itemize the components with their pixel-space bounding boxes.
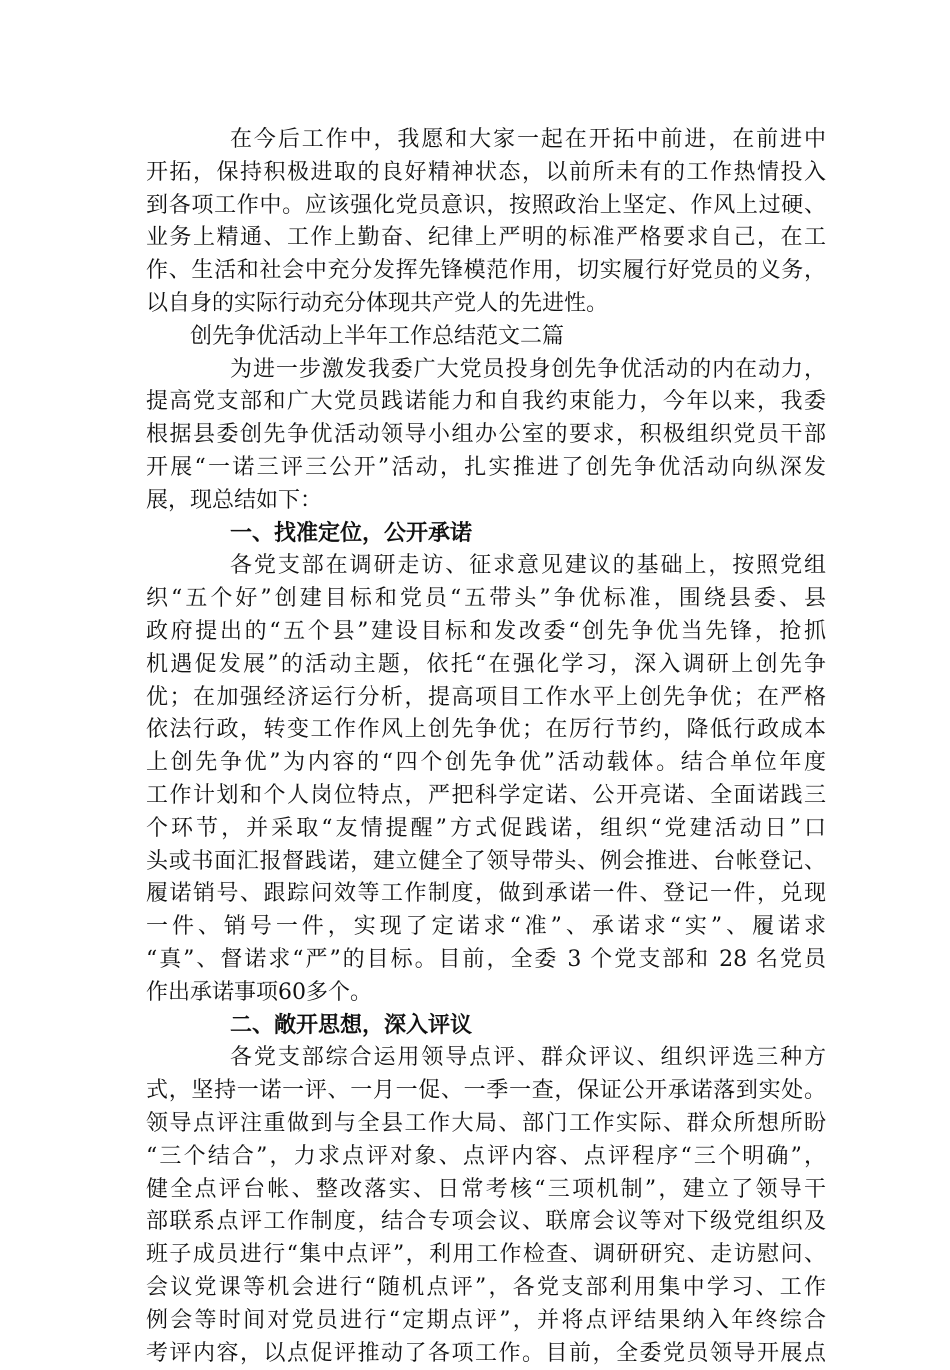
paragraph-line: 到各项工作中。应该强化党员意识，按照政治上坚定、作风上过硬、 bbox=[146, 192, 826, 218]
paragraph-line: 班子成员进行“集中点评”，利用工作检查、调研研究、走访慰问、 bbox=[146, 1242, 826, 1268]
paragraph-line: 优；在加强经济运行分析，提高项目工作水平上创先争优；在严格 bbox=[146, 684, 826, 710]
section-title: 创先争优活动上半年工作总结范文二篇 bbox=[190, 323, 565, 349]
paragraph-line: 机遇促发展”的活动主题，依托“在强化学习，深入调研上创先争 bbox=[146, 651, 826, 677]
paragraph-line: 履诺销号、跟踪问效等工作制度，做到承诺一件、登记一件，兑现 bbox=[146, 881, 826, 907]
paragraph-line: 各党支部综合运用领导点评、群众评议、组织评选三种方 bbox=[230, 1045, 826, 1071]
paragraph-line: 工作计划和个人岗位特点，严把科学定诺、公开亮诺、全面诺践三 bbox=[146, 783, 826, 808]
paragraph-line: 部联系点评工作制度，结合专项会议、联席会议等对下级党组织及 bbox=[146, 1209, 826, 1235]
section-heading: 一、找准定位，公开承诺 bbox=[230, 520, 473, 546]
paragraph-line: 织“五个好”创建目标和党员“五带头”争优标准，围绕县委、县 bbox=[146, 586, 826, 612]
paragraph-line: 为进一步激发我委广大党员投身创先争优活动的内在动力， bbox=[230, 356, 826, 382]
paragraph-line: 式，坚持一诺一评、一月一促、一季一查，保证公开承诺落到实处。 bbox=[146, 1078, 826, 1104]
paragraph-line: 个环节，并采取“友情提醒”方式促践诺，组织“党建活动日”口 bbox=[146, 815, 826, 841]
paragraph-line: 开展“一诺三评三公开”活动，扎实推进了创先争优活动向纵深发 bbox=[146, 455, 826, 480]
paragraph-line: 上创先争优”为内容的“四个创先争优”活动载体。结合单位年度 bbox=[146, 750, 826, 776]
paragraph-line: 政府提出的“五个县”建设目标和发改委“创先争优当先锋，抢抓 bbox=[146, 619, 826, 644]
paragraph-line: 以自身的实际行动充分体现共产党人的先进性。 bbox=[146, 291, 609, 316]
paragraph-line: 提高党支部和广大党员践诺能力和自我约束能力，今年以来，我委 bbox=[146, 389, 826, 415]
paragraph-line: 健全点评台帐、整改落实、日常考核“三项机制”，建立了领导干 bbox=[146, 1176, 826, 1202]
paragraph-line: 依法行政，转变工作作风上创先争优；在厉行节约，降低行政成本 bbox=[146, 717, 826, 743]
paragraph-line: 开拓，保持积极进取的良好精神状态，以前所未有的工作热情投入 bbox=[146, 159, 826, 185]
section-heading: 二、敞开思想，深入评议 bbox=[230, 1012, 473, 1038]
paragraph-line: 领导点评注重做到与全县工作大局、部门工作实际、群众所想所盼 bbox=[146, 1111, 826, 1136]
paragraph-line: 头或书面汇报督践诺，建立健全了领导带头、例会推进、台帐登记、 bbox=[146, 848, 826, 874]
paragraph-line: 作、生活和社会中充分发挥先锋模范作用，切实履行好党员的义务， bbox=[146, 258, 826, 284]
paragraph-line: 根据县委创先争优活动领导小组办公室的要求，积极组织党员干部 bbox=[146, 422, 826, 448]
paragraph-line: 一件、销号一件，实现了定诺求“准”、承诺求“实”、履诺求 bbox=[146, 914, 826, 940]
paragraph-line: 会议党课等机会进行“随机点评”，各党支部利用集中学习、工作 bbox=[146, 1275, 826, 1300]
paragraph-line: 考评内容，以点促评推动了各项工作。目前，全委党员领导开展点 bbox=[146, 1340, 826, 1366]
paragraph-line: 业务上精通、工作上勤奋、纪律上严明的标准严格要求自己，在工 bbox=[146, 225, 826, 251]
paragraph-line: “真”、督诺求“严”的目标。目前，全委 3 个党支部和 28 名党员 bbox=[146, 947, 826, 972]
paragraph-line: 各党支部在调研走访、征求意见建议的基础上，按照党组 bbox=[230, 553, 826, 579]
paragraph-line: 在今后工作中，我愿和大家一起在开拓中前进，在前进中 bbox=[230, 127, 826, 152]
paragraph-line: 展，现总结如下： bbox=[146, 487, 323, 513]
paragraph-line: 例会等时间对党员进行“定期点评”，并将点评结果纳入年终综合 bbox=[146, 1307, 826, 1333]
paragraph-line: 作出承诺事项60多个。 bbox=[146, 979, 372, 1005]
paragraph-line: “三个结合”，力求点评对象、点评内容、点评程序“三个明确”， bbox=[146, 1143, 826, 1169]
